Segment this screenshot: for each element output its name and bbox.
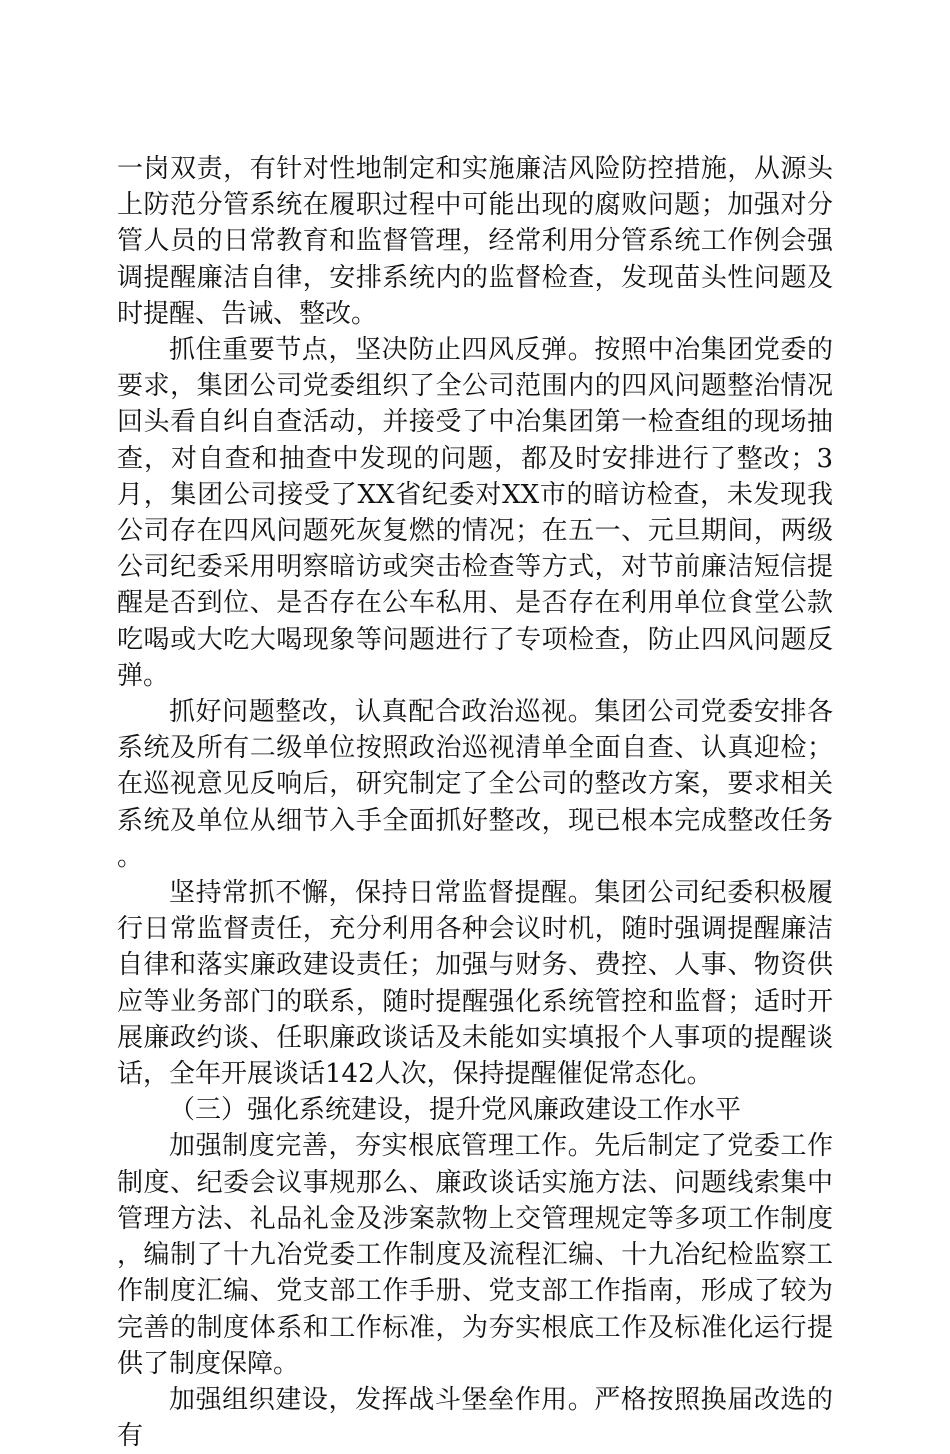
paragraph-daily-supervision: 坚持常抓不懈，保持日常监督提醒。集团公司纪委积极履行日常监督责任，充分利用各种会议时机，随时强调提醒廉洁自律和落实廉政建设责任；加强与财务、费控、人事、物资供应等业务部门的联系，随时提醒强化系统管控和监督；适时开展廉政约谈、任职廉政谈话及未能如实填报个人事项的提醒谈话，全年开展谈话142人次，保持提醒催促常态化。 (117, 878, 833, 1090)
paragraph-four-winds: 抓住重要节点，坚决防止四风反弹。按照中冶集团党委的要求，集团公司党委组织了全公司范围内的四风问题整治情况回头看自纠自查活动，并接受了中冶集团第一检查组的现场抽查，对自查和抽查中发现的问题，都及时安排进行了整改；3月，集团公司接受了XX省纪委对XX市的暗访检查，未发现我公司存在四风问题死灰复燃的情况；在五一、元旦期间，两级公司纪委采用明察暗访或突击检查等方式，对节前廉洁短信提醒是否到位、是否存在公车私用、是否存在利用单位食堂公款吃喝或大吃大喝现象等问题进行了专项检查，防止四风问题反弹。 (117, 335, 833, 691)
paragraph-organization: 加强组织建设，发挥战斗堡垒作用。严格按照换届改选的有 (117, 1384, 833, 1452)
paragraph-continuation: 一岗双责，有针对性地制定和实施廉洁风险防控措施，从源头上防范分管系统在履职过程中可能出现的腐败问题；加强对分管人员的日常教育和监督管理，经常利用分管系统工作例会强调提醒廉洁自律，安排系统内的监督检查，发现苗头性问题及时提醒、告诫、整改。 (117, 154, 833, 329)
paragraph-system-building: 加强制度完善，夯实根底管理工作。先后制定了党委工作制度、纪委会议事规那么、廉政谈话实施方法、问题线索集中管理方法、礼品礼金及涉案款物上交管理规定等多项工作制度，编制了十九冶党委工作制度及流程汇编、十九冶纪检监察工作制度汇编、党支部工作手册、党支部工作指南，形成了较为完善的制度体系和工作标准，为夯实根底工作及标准化运行提供了制度保障。 (117, 1131, 833, 1379)
section-heading: （三）强化系统建设，提升党风廉政建设工作水平 (169, 1095, 742, 1126)
paragraph-rectification: 抓好问题整改，认真配合政治巡视。集团公司党委安排各系统及所有二级单位按照政治巡视清单全面自查、认真迎检；在巡视意见反响后，研究制定了全公司的整改方案，要求相关系统及单位从细节入手全面抓好整改，现已根本完成整改任务。 (117, 697, 833, 872)
document-body (117, 151, 833, 1454)
